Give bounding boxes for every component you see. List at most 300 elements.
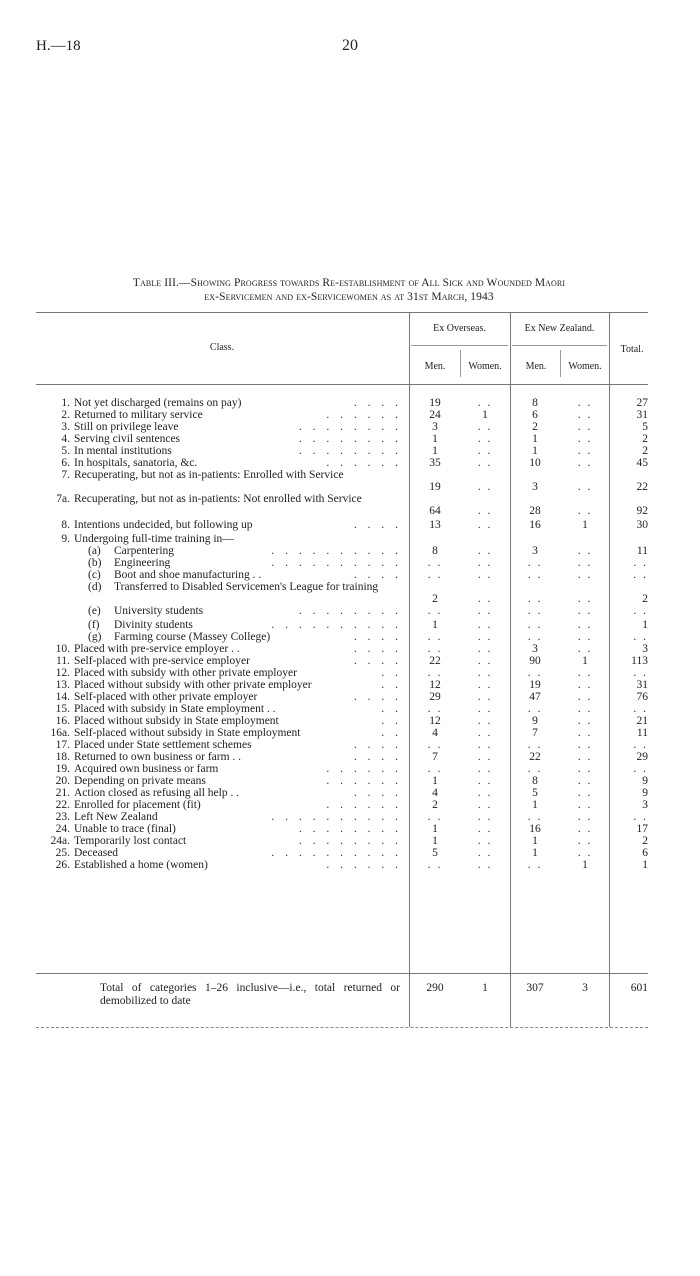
cell-women-nz: . .	[577, 631, 593, 643]
cell-men-overseas: 19	[429, 397, 441, 409]
row-number: 17.	[55, 739, 70, 751]
row-label: Unable to trace (final)	[74, 823, 176, 835]
cell-men-nz: 16	[529, 823, 541, 835]
cell-women-nz: . .	[577, 679, 593, 691]
cell-women-overseas: . .	[477, 679, 493, 691]
table-title-line-1: Table III.—Showing Progress towards Re-establishment of All Sick and Wounded Maori	[132, 277, 566, 289]
cell-men-overseas: . .	[427, 703, 443, 715]
cell-men-nz: . .	[527, 557, 543, 569]
cell-men-nz: 3	[532, 481, 538, 493]
row-label: Enrolled for placement (fit)	[74, 799, 201, 811]
cell-women-nz: . .	[577, 593, 593, 605]
row-leaders: . . . .	[353, 691, 402, 703]
cell-women-overseas: . .	[477, 457, 493, 469]
row-leaders: . . . . . . . .	[298, 433, 402, 445]
row-label: Recuperating, but not as in-patients: Not enrolled with Service	[74, 493, 362, 505]
page-number: 20	[342, 37, 358, 54]
cell-total: . .	[633, 605, 648, 617]
cell-men-nz: 9	[532, 715, 538, 727]
cell-total: . .	[633, 703, 648, 715]
header-class: Class.	[209, 342, 235, 353]
row-label: Boot and shoe manufacturing . .	[114, 569, 262, 581]
cell-men-overseas: 1	[432, 835, 438, 847]
table-row	[0, 421, 700, 433]
cell-women-nz: . .	[577, 457, 593, 469]
cell-total: . .	[633, 631, 648, 643]
cell-total: . .	[633, 667, 648, 679]
cell-women-nz: . .	[577, 505, 593, 517]
table-row	[0, 751, 700, 763]
total-total: 601	[630, 982, 648, 994]
cell-total: 6	[642, 847, 648, 859]
cell-total: 92	[636, 505, 648, 517]
total-women-overseas: 1	[482, 982, 488, 994]
row-label: In hospitals, sanatoria, &c.	[74, 457, 198, 469]
row-label: Not yet discharged (remains on pay)	[74, 397, 242, 409]
cell-men-overseas: 1	[432, 823, 438, 835]
row-leaders: . . . . . .	[326, 859, 402, 871]
row-number: 3.	[61, 421, 70, 433]
cell-men-nz: 1	[532, 445, 538, 457]
cell-women-overseas: . .	[477, 505, 493, 517]
cell-men-overseas: 3	[432, 421, 438, 433]
table-row	[0, 835, 700, 847]
header-women-overseas: Women.	[468, 361, 502, 372]
cell-men-overseas: 4	[432, 787, 438, 799]
table-row	[0, 679, 700, 691]
cell-women-nz: . .	[577, 619, 593, 631]
cell-women-overseas: . .	[477, 811, 493, 823]
cell-men-overseas: . .	[427, 739, 443, 751]
cell-men-nz: . .	[527, 569, 543, 581]
header-men-overseas: Men.	[424, 361, 446, 372]
cell-total: 3	[642, 799, 648, 811]
row-leaders: . . . . . . . . . .	[271, 619, 402, 631]
total-men-overseas: 290	[426, 982, 444, 994]
cell-total: . .	[633, 811, 648, 823]
cell-men-overseas: . .	[427, 631, 443, 643]
cell-men-nz: . .	[527, 605, 543, 617]
table-row	[0, 409, 700, 421]
cell-men-overseas: 29	[429, 691, 441, 703]
table-row	[0, 581, 700, 605]
cell-women-nz: . .	[577, 715, 593, 727]
cell-men-overseas: 1	[432, 433, 438, 445]
table-row	[0, 823, 700, 835]
row-label: Placed under State settlement schemes	[74, 739, 252, 751]
row-leaders: . . . . . . . . . .	[271, 557, 402, 569]
row-number: 7.	[61, 469, 70, 481]
cell-total: 11	[636, 727, 648, 739]
cell-total: . .	[633, 569, 648, 581]
cell-women-nz: . .	[577, 605, 593, 617]
row-subletter: (g)	[88, 631, 102, 643]
header-men-nz: Men.	[525, 361, 547, 372]
table-row	[0, 533, 700, 545]
cell-men-nz: 2	[532, 421, 538, 433]
row-leaders: . . . . . .	[326, 457, 402, 469]
cell-women-nz: . .	[577, 545, 593, 557]
cell-men-overseas: 13	[429, 519, 441, 531]
row-leaders: . . . . . .	[326, 763, 402, 775]
table-row	[0, 569, 700, 581]
cell-total: 11	[636, 545, 648, 557]
row-number: 5.	[61, 445, 70, 457]
row-subletter: (f)	[88, 619, 100, 631]
cell-men-overseas: . .	[427, 811, 443, 823]
cell-women-overseas: . .	[477, 775, 493, 787]
table-row	[0, 545, 700, 557]
row-leaders: . . . . . .	[326, 409, 402, 421]
row-leaders: . . . . . . . . . .	[271, 811, 402, 823]
table-row	[0, 691, 700, 703]
table-row	[0, 859, 700, 871]
cell-women-overseas: . .	[477, 763, 493, 775]
row-label: Temporarily lost contact	[74, 835, 187, 847]
row-label: Returned to military service	[74, 409, 203, 421]
table-row	[0, 847, 700, 859]
cell-women-overseas: . .	[477, 823, 493, 835]
cell-women-overseas: . .	[477, 397, 493, 409]
cell-women-overseas: . .	[477, 667, 493, 679]
cell-women-overseas: . .	[477, 605, 493, 617]
row-leaders: . . . .	[353, 655, 402, 667]
cell-women-nz: . .	[577, 739, 593, 751]
table-body	[0, 397, 700, 871]
row-subletter: (b)	[88, 557, 102, 569]
row-number: 13.	[55, 679, 70, 691]
cell-men-overseas: . .	[427, 763, 443, 775]
group-header-rule	[411, 345, 508, 346]
table-row	[0, 775, 700, 787]
cell-men-nz: . .	[527, 763, 543, 775]
cell-men-overseas: . .	[427, 557, 443, 569]
cell-men-overseas: 64	[429, 505, 441, 517]
cell-men-overseas: 24	[429, 409, 441, 421]
group-header-rule	[512, 345, 607, 346]
cell-women-nz: . .	[577, 763, 593, 775]
row-label: Returned to own business or farm . .	[74, 751, 242, 763]
cell-total: 31	[636, 679, 648, 691]
cell-men-nz: 1	[532, 847, 538, 859]
cell-men-nz: 1	[532, 799, 538, 811]
row-label: In mental institutions	[74, 445, 172, 457]
cell-men-nz: 16	[529, 519, 541, 531]
cell-men-overseas: . .	[427, 605, 443, 617]
row-leaders: . . . .	[353, 751, 402, 763]
cell-men-overseas: 2	[432, 593, 438, 605]
row-label: Placed with subsidy in State employment . .	[74, 703, 276, 715]
cell-total: . .	[633, 557, 648, 569]
header-women-nz: Women.	[568, 361, 602, 372]
cell-women-overseas: . .	[477, 619, 493, 631]
cell-women-overseas: . .	[477, 727, 493, 739]
cell-women-overseas: . .	[477, 835, 493, 847]
cell-women-nz: . .	[577, 569, 593, 581]
cell-men-nz: 22	[529, 751, 541, 763]
cell-total: 21	[636, 715, 648, 727]
cell-men-nz: 1	[532, 835, 538, 847]
cell-women-nz: 1	[582, 519, 588, 531]
row-leaders: . . . . . .	[326, 799, 402, 811]
row-number: 20.	[55, 775, 70, 787]
cell-total: 2	[642, 433, 648, 445]
cell-women-overseas: . .	[477, 859, 493, 871]
row-subletter: (a)	[88, 545, 101, 557]
cell-men-nz: 1	[532, 433, 538, 445]
table-row	[0, 811, 700, 823]
cell-total: . .	[633, 763, 648, 775]
cell-total: 17	[636, 823, 648, 835]
row-label: Recuperating, but not as in-patients: Enrolled with Service	[74, 469, 344, 481]
table-row	[0, 799, 700, 811]
row-leaders: . .	[381, 715, 402, 727]
cell-men-nz: . .	[527, 631, 543, 643]
row-leaders: . . . .	[353, 787, 402, 799]
cell-men-overseas: 7	[432, 751, 438, 763]
table-row	[0, 667, 700, 679]
cell-men-nz: . .	[527, 739, 543, 751]
cell-men-overseas: 5	[432, 847, 438, 859]
cell-men-nz: 3	[532, 643, 538, 655]
cell-women-nz: . .	[577, 751, 593, 763]
cell-women-nz: . .	[577, 667, 593, 679]
row-subletter: (d)	[88, 581, 102, 593]
row-number: 15.	[55, 703, 70, 715]
cell-women-overseas: . .	[477, 751, 493, 763]
row-number: 21.	[55, 787, 70, 799]
cell-total: 2	[642, 835, 648, 847]
cell-men-nz: . .	[527, 619, 543, 631]
cell-men-overseas: 8	[432, 545, 438, 557]
cell-men-overseas: 1	[432, 445, 438, 457]
cell-women-nz: . .	[577, 445, 593, 457]
cell-total: . .	[633, 739, 648, 751]
cell-women-overseas: . .	[477, 481, 493, 493]
row-number: 6.	[61, 457, 70, 469]
table-title-line-2: ex-Servicemen and ex-Servicewomen as at 31st March, 1943	[204, 291, 494, 303]
table-top-rule	[36, 312, 648, 313]
cell-men-nz: . .	[527, 667, 543, 679]
row-number: 2.	[61, 409, 70, 421]
row-leaders: . . . .	[353, 569, 402, 581]
row-number: 19.	[55, 763, 70, 775]
table-row	[0, 727, 700, 739]
cell-total: 29	[636, 751, 648, 763]
cell-men-overseas: 1	[432, 775, 438, 787]
cell-women-overseas: . .	[477, 703, 493, 715]
row-number: 10.	[55, 643, 70, 655]
table-row	[0, 557, 700, 569]
row-leaders: . . . .	[353, 739, 402, 751]
table-row	[0, 433, 700, 445]
cell-men-nz: 6	[532, 409, 538, 421]
cell-women-overseas: . .	[477, 421, 493, 433]
cell-women-nz: . .	[577, 835, 593, 847]
cell-women-nz: . .	[577, 433, 593, 445]
table-title	[36, 276, 662, 304]
cell-women-overseas: . .	[477, 643, 493, 655]
row-label: Intentions undecided, but following up	[74, 519, 253, 531]
cell-men-nz: 19	[529, 679, 541, 691]
cell-women-nz: . .	[577, 557, 593, 569]
cell-women-overseas: . .	[477, 519, 493, 531]
table-row	[0, 397, 700, 409]
cell-women-overseas: . .	[477, 569, 493, 581]
cell-men-nz: . .	[527, 859, 543, 871]
row-leaders: . .	[381, 727, 402, 739]
cell-men-overseas: 12	[429, 715, 441, 727]
row-label: Placed without subsidy in State employment	[74, 715, 279, 727]
cell-total: 30	[636, 519, 648, 531]
cell-total: 2	[642, 593, 648, 605]
cell-men-overseas: . .	[427, 859, 443, 871]
cell-men-overseas: 12	[429, 679, 441, 691]
cell-total: 9	[642, 787, 648, 799]
table-row	[0, 643, 700, 655]
cell-men-overseas: . .	[427, 667, 443, 679]
row-leaders: . . . . . . . .	[298, 835, 402, 847]
table-row	[0, 703, 700, 715]
row-number: 24a.	[50, 835, 70, 847]
cell-women-overseas: . .	[477, 787, 493, 799]
table-row	[0, 469, 700, 493]
cell-men-overseas: 35	[429, 457, 441, 469]
cell-women-nz: . .	[577, 397, 593, 409]
cell-women-overseas: . .	[477, 655, 493, 667]
row-label: Divinity students	[114, 619, 193, 631]
row-number: 16a.	[50, 727, 70, 739]
row-number: 9.	[61, 533, 70, 545]
cell-men-nz: 7	[532, 727, 538, 739]
row-label: Acquired own business or farm	[74, 763, 219, 775]
row-leaders: . . . . . . . .	[298, 823, 402, 835]
header-reference: H.—18	[36, 38, 81, 54]
row-subletter: (e)	[88, 605, 101, 617]
table-bottom-rule	[36, 1027, 648, 1028]
row-leaders: . . . . . . . .	[298, 445, 402, 457]
cell-women-nz: . .	[577, 691, 593, 703]
cell-men-overseas: 22	[429, 655, 441, 667]
row-label: Still on privilege leave	[74, 421, 179, 433]
cell-women-nz: . .	[577, 481, 593, 493]
cell-women-nz: . .	[577, 703, 593, 715]
row-number: 14.	[55, 691, 70, 703]
total-men-nz: 307	[526, 982, 544, 994]
row-number: 11.	[56, 655, 70, 667]
total-row	[0, 982, 700, 1018]
row-number: 16.	[55, 715, 70, 727]
row-label: University students	[114, 605, 204, 617]
row-label: Action closed as refusing all help . .	[74, 787, 240, 799]
row-number: 26.	[55, 859, 70, 871]
cell-women-nz: . .	[577, 823, 593, 835]
cell-women-overseas: . .	[477, 691, 493, 703]
cell-women-overseas: . .	[477, 593, 493, 605]
cell-men-nz: 5	[532, 787, 538, 799]
cell-men-nz: . .	[527, 703, 543, 715]
row-leaders: . . . .	[353, 397, 402, 409]
table-row	[0, 655, 700, 667]
row-number: 12.	[55, 667, 70, 679]
row-label: Self-placed with other private employer	[74, 691, 258, 703]
cell-total: 1	[642, 619, 648, 631]
cell-total: 113	[631, 655, 648, 667]
cell-total: 5	[642, 421, 648, 433]
cell-women-overseas: . .	[477, 739, 493, 751]
row-number: 8.	[61, 519, 70, 531]
table-row	[0, 605, 700, 619]
cell-women-nz: . .	[577, 787, 593, 799]
cell-total: 76	[636, 691, 648, 703]
cell-men-overseas: 4	[432, 727, 438, 739]
row-label: Established a home (women)	[74, 859, 208, 871]
header-bottom-rule	[36, 384, 648, 385]
row-label: Placed with subsidy with other private employer	[74, 667, 297, 679]
cell-men-nz: 47	[529, 691, 541, 703]
cell-men-nz: 8	[532, 397, 538, 409]
cell-total: 1	[642, 859, 648, 871]
row-label: Deceased	[74, 847, 119, 859]
row-label: Left New Zealand	[74, 811, 158, 823]
cell-men-overseas: 19	[429, 481, 441, 493]
row-number: 24.	[55, 823, 70, 835]
cell-men-nz: 8	[532, 775, 538, 787]
cell-women-nz: . .	[577, 643, 593, 655]
row-leaders: . . . .	[353, 631, 402, 643]
cell-women-overseas: . .	[477, 847, 493, 859]
row-label: Placed with pre-service employer . .	[74, 643, 240, 655]
cell-total: 22	[636, 481, 648, 493]
row-leaders: . . . .	[353, 643, 402, 655]
row-label: Self-placed with pre-service employer	[74, 655, 250, 667]
row-leaders: . .	[381, 667, 402, 679]
cell-women-overseas: . .	[477, 557, 493, 569]
cell-women-overseas: . .	[477, 631, 493, 643]
row-subletter: (c)	[88, 569, 101, 581]
row-leaders: . . . .	[353, 519, 402, 531]
total-label: Total of categories 1–26 inclusive—i.e., total returned or demobilized to date	[100, 982, 400, 1007]
cell-women-overseas: . .	[477, 445, 493, 457]
table-row	[0, 457, 700, 469]
cell-men-overseas: 2	[432, 799, 438, 811]
cell-women-overseas: . .	[477, 799, 493, 811]
table-row	[0, 763, 700, 775]
header-ex-new-zealand: Ex New Zealand.	[524, 323, 595, 334]
row-label: Serving civil sentences	[74, 433, 181, 445]
cell-total: 9	[642, 775, 648, 787]
row-leaders: . .	[381, 679, 402, 691]
cell-men-nz: 90	[529, 655, 541, 667]
table-row	[0, 619, 700, 631]
table-row	[0, 715, 700, 727]
cell-women-nz: . .	[577, 811, 593, 823]
row-number: 1.	[61, 397, 70, 409]
cell-women-nz: . .	[577, 799, 593, 811]
cell-men-nz: 3	[532, 545, 538, 557]
row-leaders: . . . . . . . . . .	[271, 545, 402, 557]
cell-women-nz: . .	[577, 727, 593, 739]
cell-women-nz: . .	[577, 775, 593, 787]
table-row	[0, 787, 700, 799]
cell-women-overseas: . .	[477, 545, 493, 557]
row-number: 23.	[55, 811, 70, 823]
table-row	[0, 739, 700, 751]
total-women-nz: 3	[582, 982, 588, 994]
cell-total: 31	[636, 409, 648, 421]
row-label: Farming course (Massey College)	[114, 631, 271, 643]
cell-men-overseas: . .	[427, 643, 443, 655]
